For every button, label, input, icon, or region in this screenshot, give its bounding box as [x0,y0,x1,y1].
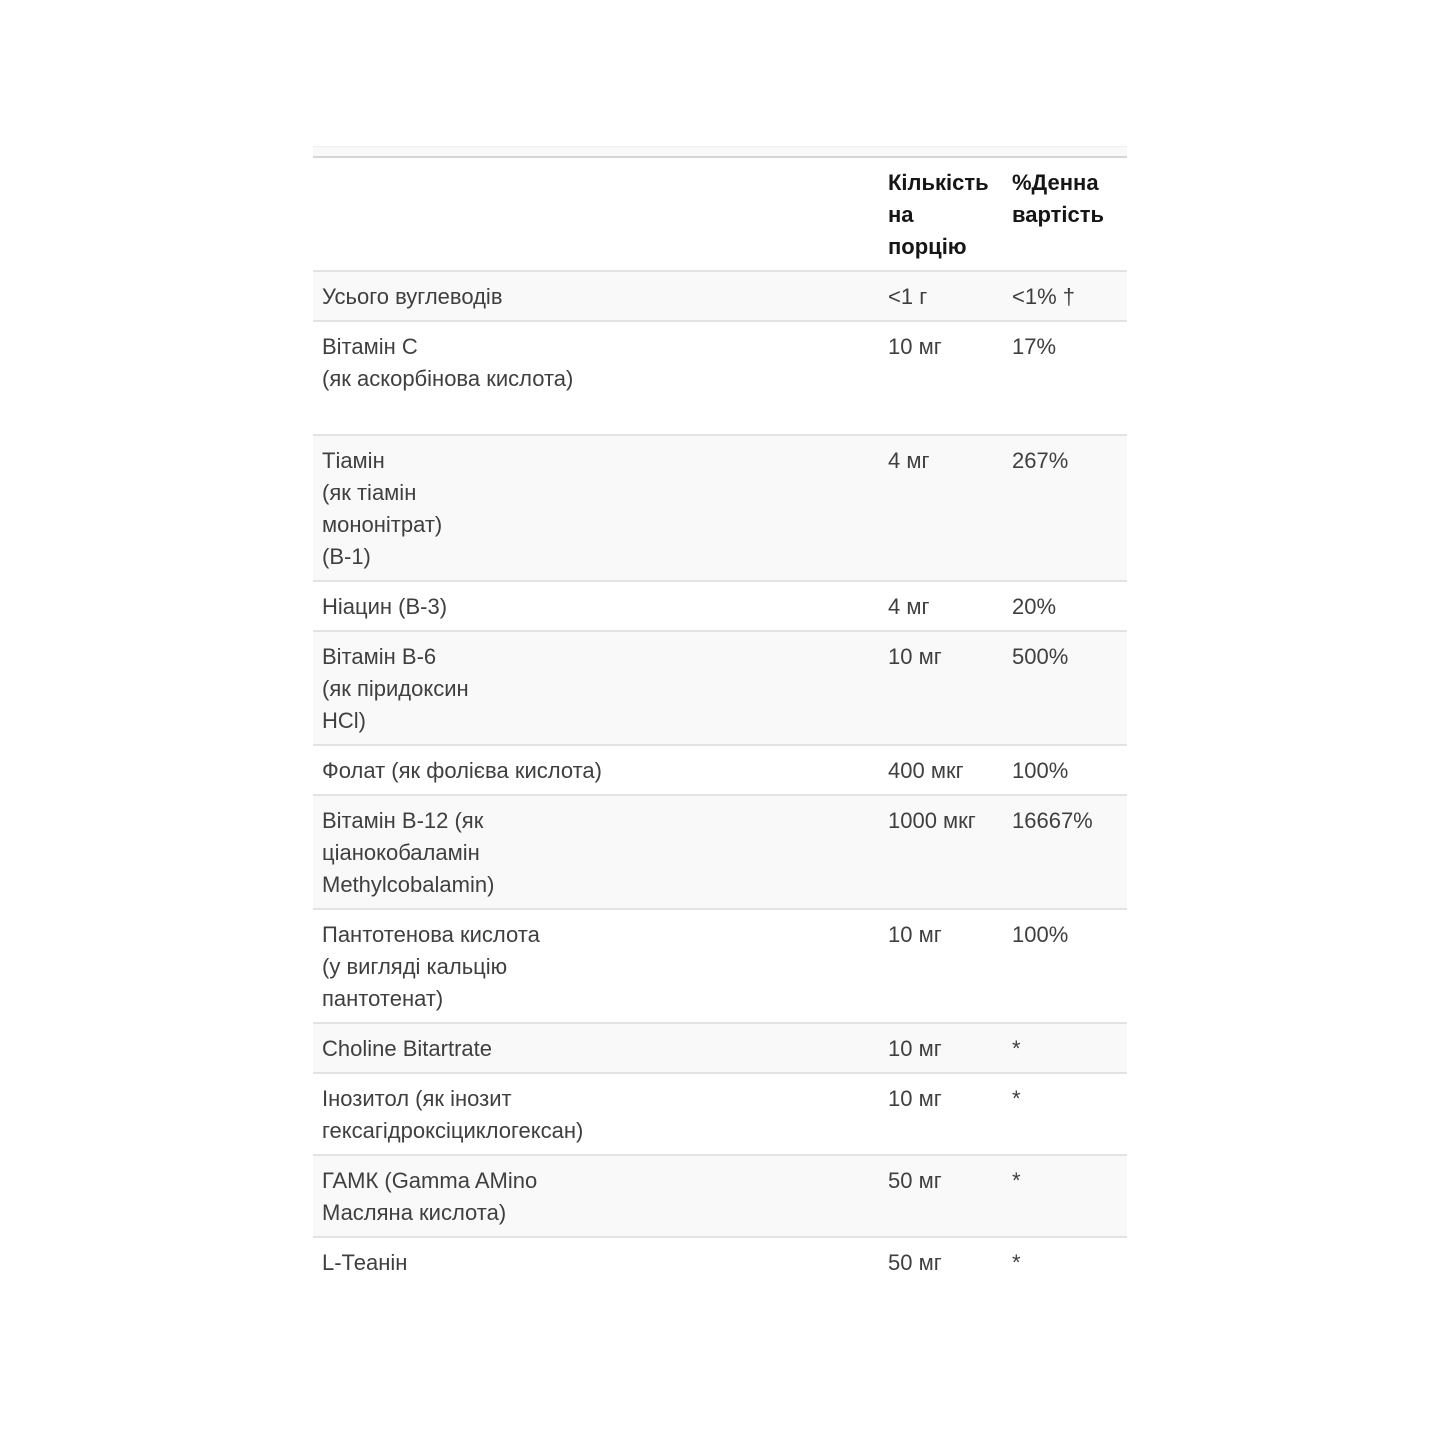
table-row [313,1156,1127,1238]
table-row [313,1024,1127,1074]
amount-header-line: порцію [888,234,967,259]
daily-value [1012,1074,1127,1154]
nutrient-name-line: Choline Bitartrate [322,1036,492,1061]
amount-per-serving [888,910,1012,1022]
nutrient-name-line: HCl) [322,708,366,733]
daily-value [1012,1238,1127,1286]
nutrient-name-line: Ніацин (B-3) [322,594,448,619]
amount-value: 50 мг [888,1168,942,1193]
amount-per-serving [888,272,1012,320]
amount-per-serving [888,582,1012,630]
amount-header-line: на [888,202,914,227]
nutrient-name-line: пантотенат) [322,986,444,1011]
nutrient-name [313,1238,888,1286]
amount-per-serving [888,322,1012,434]
nutrient-name-line: (як аскорбінова кислота) [322,366,574,391]
daily-value [1012,632,1127,744]
daily-value-text: 20% [1012,594,1057,619]
daily-value [1012,746,1127,794]
nutrient-name [313,1074,888,1154]
table-row [313,910,1127,1024]
table-row [313,582,1127,632]
daily-value [1012,910,1127,1022]
nutrient-name [313,582,888,630]
daily-value [1012,272,1127,320]
table-row [313,632,1127,746]
amount-value: 10 мг [888,644,942,669]
nutrient-name [313,436,888,580]
daily-value-text: 100% [1012,922,1069,947]
daily-value-text: 16667% [1012,808,1093,833]
amount-per-serving [888,796,1012,908]
amount-per-serving [888,1156,1012,1236]
daily-value [1012,436,1127,580]
nutrient-name-line: Тіамін [322,448,385,473]
truncated-row-strip [313,146,1127,158]
amount-per-serving [888,1238,1012,1286]
nutrient-name-line: мононітрат) [322,512,443,537]
nutrient-name-line: Вітамін B-12 (як [322,808,484,833]
nutrient-name [313,796,888,908]
nutrient-name-line: (у вигляді кальцію [322,954,508,979]
daily-value [1012,796,1127,908]
nutrient-name-line: Інозитол (як інозит [322,1086,512,1111]
daily-value-text: <1% † [1012,284,1075,309]
daily-value-text: 100% [1012,758,1069,783]
daily-value-text: * [1012,1086,1021,1111]
daily-value-text: * [1012,1036,1021,1061]
amount-per-serving [888,436,1012,580]
daily-value-header-line: вартість [1012,202,1105,227]
daily-value-text: 17% [1012,334,1057,359]
nutrient-name-line: ціанокобаламін [322,840,480,865]
supplement-facts-table [313,146,1127,1286]
nutrient-name-line: Methylcobalamin) [322,872,495,897]
table-row [313,746,1127,796]
daily-value [1012,1024,1127,1072]
nutrient-name [313,632,888,744]
table-row [313,796,1127,910]
amount-per-serving [888,746,1012,794]
amount-per-serving [888,632,1012,744]
nutrient-name [313,746,888,794]
amount-value: 10 мг [888,1036,942,1061]
table-row [313,1238,1127,1286]
daily-value-header-line: %Денна [1012,170,1099,195]
amount-value: 10 мг [888,334,942,359]
nutrient-name-line [322,395,888,427]
table-row [313,1074,1127,1156]
nutrient-name-line: гексагідроксіциклогексан) [322,1118,584,1143]
daily-value [1012,582,1127,630]
amount-value: 10 мг [888,1086,942,1111]
nutrient-name-line: Фолат (як фолієва кислота) [322,758,602,783]
nutrient-name-line: Усього вуглеводів [322,284,503,309]
nutrient-name-line: (як тіамін [322,480,417,505]
amount-value: <1 г [888,284,928,309]
nutrient-name [313,1024,888,1072]
daily-value [1012,322,1127,434]
amount-value: 400 мкг [888,758,964,783]
table-row [313,272,1127,322]
amount-value: 4 мг [888,594,930,619]
nutrient-name-line: Пантотенова кислота [322,922,540,947]
amount-value: 4 мг [888,448,930,473]
amount-per-serving [888,1074,1012,1154]
table-row [313,436,1127,582]
nutrient-name-line: (як піридоксин [322,676,469,701]
nutrient-name-line: Масляна кислота) [322,1200,507,1225]
nutrient-name [313,910,888,1022]
nutrient-name [313,1156,888,1236]
amount-value: 50 мг [888,1250,942,1275]
table-row [313,322,1127,436]
nutrient-name-line: Вітамін B-6 [322,644,437,669]
amount-per-serving [888,1024,1012,1072]
nutrient-name-line: (B-1) [322,544,371,569]
nutrient-name [313,322,888,434]
daily-value-text: 500% [1012,644,1069,669]
nutrient-name [313,272,888,320]
nutrient-name-line: ГАМК (Gamma AMino [322,1168,538,1193]
nutrient-name-line: Вітамін C [322,334,418,359]
daily-value-text: 267% [1012,448,1069,473]
amount-value: 1000 мкг [888,808,976,833]
amount-header-line: Кількість [888,170,989,195]
daily-value [1012,1156,1127,1236]
amount-header-cell [888,158,1012,270]
rows-container [313,272,1127,1286]
daily-value-text: * [1012,1250,1021,1275]
daily-value-header-cell [1012,158,1127,270]
daily-value-text: * [1012,1168,1021,1193]
nutrient-header-cell [313,158,888,270]
amount-value: 10 мг [888,922,942,947]
table-header-row [313,158,1127,272]
nutrient-name-line: L-Теанін [322,1250,408,1275]
